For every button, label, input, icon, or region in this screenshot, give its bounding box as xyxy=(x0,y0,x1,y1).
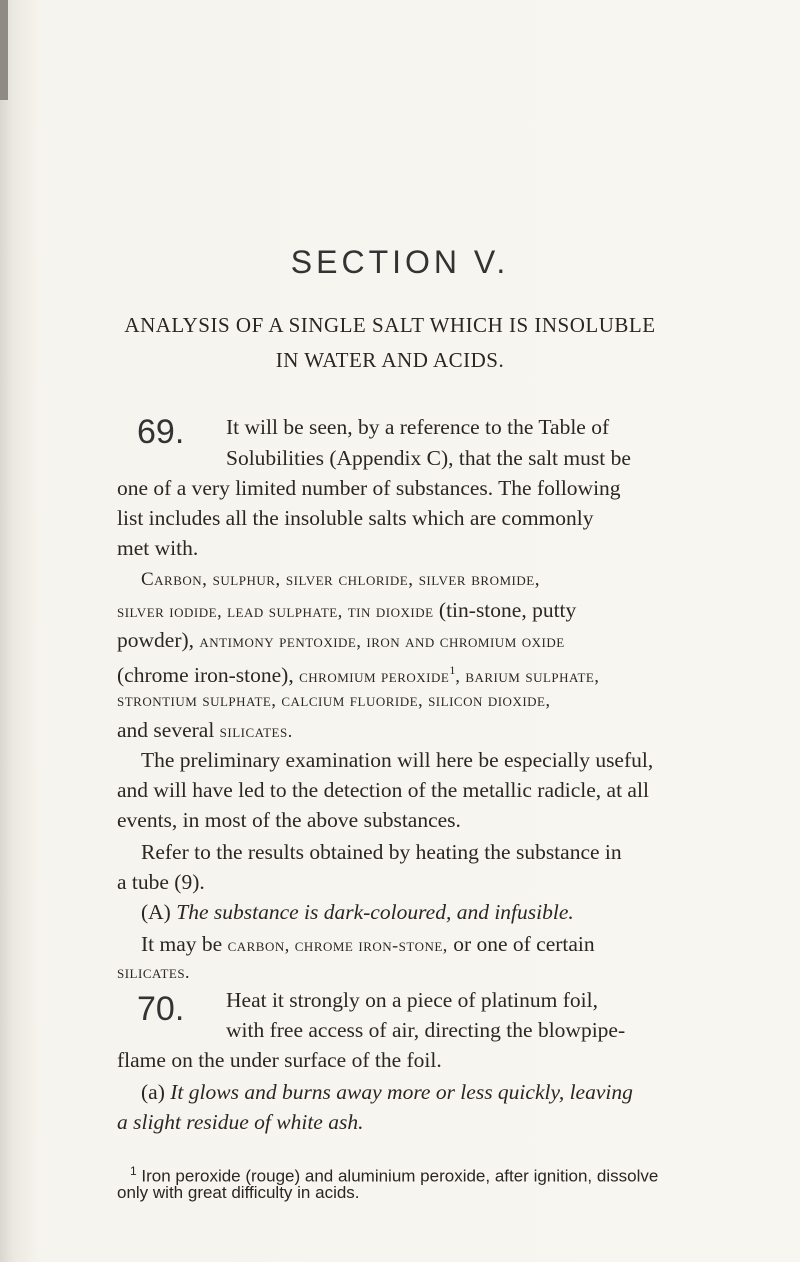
list-line-2-text: (tin-stone, putty xyxy=(433,598,577,622)
section-heading-line-2: IN WATER AND ACIDS. xyxy=(275,348,505,372)
section-heading-line-1: ANALYSIS OF A SINGLE SALT WHICH IS INSOLUBLE xyxy=(124,313,656,337)
page-binding-edge xyxy=(0,0,8,100)
paragraph-number-69: 69. xyxy=(137,413,185,451)
refer-line-1: Refer to the results obtained by heating the substance in xyxy=(141,840,622,864)
footnote-line-2: only with great difficulty in acids. xyxy=(117,1183,360,1202)
case-small-a-label: (a) xyxy=(141,1080,171,1104)
footnote-text-1: Iron peroxide (rouge) and aluminium peroxide, after ignition, dissolve xyxy=(136,1166,659,1186)
paragraph-number-70: 70. xyxy=(137,990,185,1028)
footnote-mark: 1 xyxy=(130,1164,137,1178)
case-small-a-line-2: a slight residue of white ash. xyxy=(117,1110,364,1134)
case-small-a-line-1 xyxy=(141,1078,711,1106)
case-a-text: The substance is dark-coloured, and infusible. xyxy=(176,900,574,924)
may-line-1-caps: carbon, chrome iron-stone, xyxy=(227,935,448,955)
list-line-4-text: (chrome iron-stone), xyxy=(117,663,300,688)
list-line-4-caps-2: , barium sulphate, xyxy=(455,666,600,687)
case-a-heading xyxy=(141,898,711,926)
para69-line-3: one of a very limited number of substances. The following xyxy=(117,476,621,500)
para70-line-1: Heat it strongly on a piece of platinum foil, xyxy=(226,988,598,1012)
prelim-line-3: events, in most of the above substances. xyxy=(117,808,461,832)
list-line-4-caps: chromium peroxide xyxy=(299,666,450,687)
prelim-line-1: The preliminary examination will here be especially useful, xyxy=(141,748,654,772)
case-small-a-text: It glows and burns away more or less quickly, leaving xyxy=(170,1080,633,1104)
section-title: SECTION V. xyxy=(290,244,510,280)
list-line-5: strontium sulphate, calcium fluoride, silicon dioxide, xyxy=(117,690,551,710)
list-line-1: Carbon, sulphur, silver chloride, silver bromide, xyxy=(141,569,540,590)
may-line-1-text-2: or one of certain xyxy=(447,932,595,956)
list-line-3-text: powder), xyxy=(117,628,200,652)
list-line-3-caps: antimony pentoxide, iron and chromium oxide xyxy=(199,631,565,651)
para69-line-2: Solubilities (Appendix C), that the salt must be xyxy=(226,446,631,470)
may-line-2: silicates. xyxy=(117,962,191,982)
para70-line-2: with free access of air, directing the blowpipe- xyxy=(226,1018,626,1042)
para69-line-1: It will be seen, by a reference to the Table of xyxy=(226,415,610,439)
may-line-1 xyxy=(141,930,711,959)
footnote-marker: 1 xyxy=(449,663,456,677)
list-line-3 xyxy=(117,626,687,655)
case-a-label: (A) xyxy=(141,900,177,924)
list-line-2 xyxy=(117,596,687,625)
para69-line-5: met with. xyxy=(117,536,199,560)
list-line-6-caps: silicates. xyxy=(219,721,293,741)
refer-line-2: a tube (9). xyxy=(117,870,205,894)
para69-line-4: list includes all the insoluble salts which are commonly xyxy=(117,506,594,530)
list-line-6 xyxy=(117,716,687,745)
list-line-2-caps: silver iodide, lead sulphate, tin dioxide xyxy=(117,601,434,621)
list-line-6-text: and several xyxy=(117,718,220,742)
para70-line-3: flame on the under surface of the foil. xyxy=(117,1048,442,1072)
may-line-1-text: It may be xyxy=(141,932,228,956)
prelim-line-2: and will have led to the detection of the metallic radicle, at all xyxy=(117,778,649,802)
